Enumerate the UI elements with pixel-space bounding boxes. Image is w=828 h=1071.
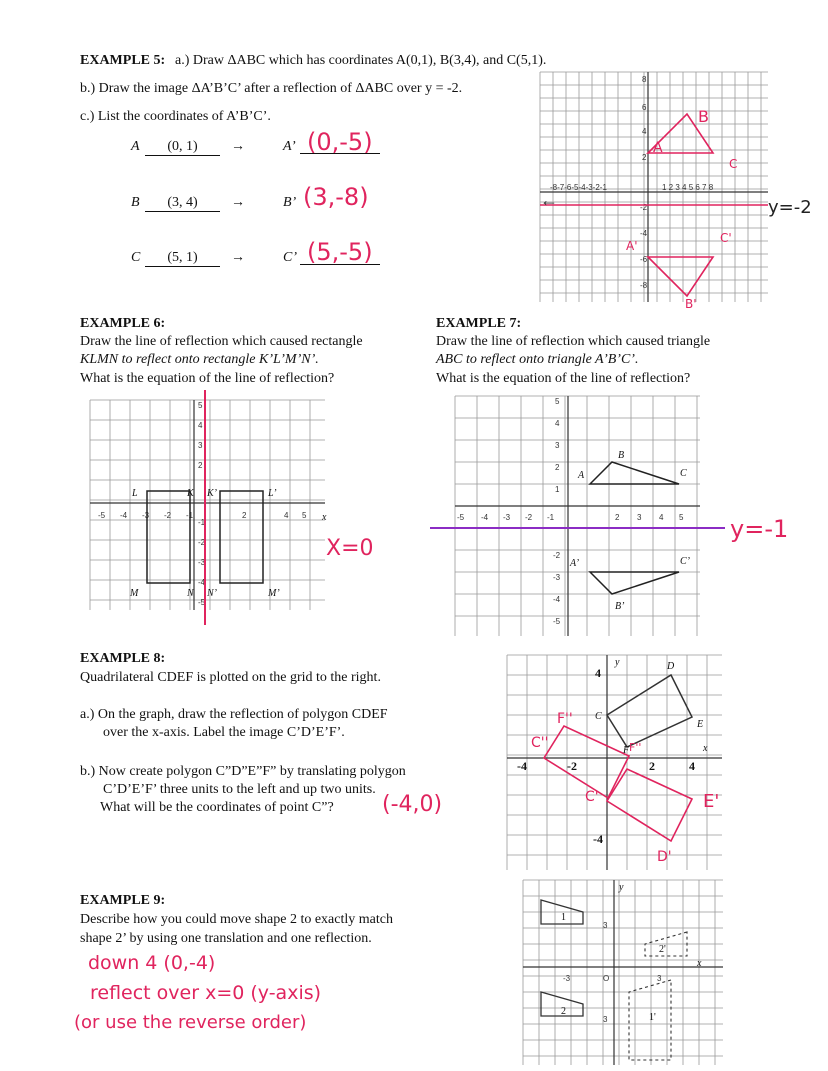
ex6-heading: EXAMPLE 6: (80, 316, 166, 331)
ex5-row-pre: C (131, 250, 141, 265)
ex5-row-img: B’ (283, 195, 297, 210)
label-c: C (595, 711, 602, 722)
x-tick: 2 (649, 759, 655, 773)
x-axis-label: x (697, 958, 702, 969)
x-tick: -2 (164, 511, 172, 520)
label-l-prime: L’ (268, 488, 277, 499)
ex8-coordinate-grid (507, 655, 722, 870)
y-tick: -4 (198, 578, 206, 587)
polygon-cdef-image (607, 769, 692, 841)
origin-label: O (603, 974, 610, 983)
label-b-prime: B’ (615, 601, 625, 612)
x-tick: 2 (615, 513, 620, 522)
shape-2-prime-label: 2' (659, 944, 666, 955)
y-tick: 3 (198, 441, 203, 450)
ex6-line3: What is the equation of the line of reflection? (80, 371, 335, 386)
ex8-answer: (-4,0) (382, 792, 443, 817)
x-tick-labels-pos: 1 2 3 4 5 6 7 8 (662, 183, 714, 192)
label-a-prime: A' (626, 239, 638, 253)
ex5-part-a: a.) Draw ΔABC which has coordinates A(0,1), B(3,4), and C(5,1). (175, 53, 547, 68)
label-l: L (132, 488, 138, 499)
x-tick: 5 (679, 513, 684, 522)
label-b: B (618, 450, 625, 461)
ex6-line2: KLMN to reflect onto rectangle K’L’M’N’. (80, 352, 319, 367)
ex5-row-img: A’ (283, 139, 296, 154)
ex9-line1: Describe how you could move shape 2 to exactly match (80, 912, 393, 927)
label-k: K (187, 488, 194, 499)
ex7-line3: What is the equation of the line of reflection? (436, 371, 691, 386)
triangle-abc (590, 462, 679, 484)
ex7-answer: y=-1 (730, 515, 789, 543)
ex7-line1: Draw the line of reflection which caused triangle (436, 334, 711, 349)
y-tick: 4 (198, 421, 203, 430)
y-tick: -4 (640, 229, 648, 238)
shape-1-label: 1 (561, 912, 566, 923)
y-tick: -2 (640, 203, 648, 212)
label-e: E (697, 719, 704, 730)
label-d-prime: D' (657, 849, 672, 865)
x-tick: -5 (98, 511, 106, 520)
x-tick: -5 (457, 513, 465, 522)
ex5-row-pre: A (131, 139, 140, 154)
y-tick: -6 (640, 255, 648, 264)
ex7-heading: EXAMPLE 7: (436, 316, 522, 331)
label-m-prime: M’ (268, 588, 280, 599)
label-c: C (729, 157, 738, 171)
rectangle-klmn-image (220, 491, 263, 583)
ex5-line-label: y=-2 (768, 197, 812, 218)
label-c-prime: C' (720, 231, 732, 245)
rectangle-klmn (147, 491, 190, 583)
x-tick: -4 (517, 759, 527, 773)
y-tick: -2 (553, 551, 561, 560)
ex7-coordinate-grid (455, 396, 700, 636)
x-tick: -3 (563, 974, 571, 983)
ex9-answer-line2: reflect over x=0 (y-axis) (90, 982, 322, 1004)
arrow-icon: → (231, 139, 245, 154)
y-axis-label: y (615, 657, 620, 668)
ex6-answer: X=0 (326, 536, 374, 561)
x-tick: 3 (637, 513, 642, 522)
label-a-prime: A’ (570, 558, 580, 569)
label-c-double-prime: C'' (531, 735, 549, 751)
label-b: B (698, 107, 709, 126)
x-tick: -4 (120, 511, 128, 520)
ex9-answer-line1: down 4 (0,-4) (88, 952, 216, 974)
arrow-icon: → (231, 195, 245, 210)
ex5-row-pre: B (131, 195, 140, 210)
label-f-double-prime: F'' (557, 711, 573, 727)
polygon-cdef (607, 675, 692, 747)
label-d: D (667, 661, 675, 672)
shape-2-label: 2 (561, 1006, 566, 1017)
x-tick: 5 (302, 511, 307, 520)
y-tick: -4 (593, 832, 603, 846)
x-tick: 4 (659, 513, 664, 522)
x-tick: -4 (481, 513, 489, 522)
y-tick: -5 (198, 598, 206, 607)
label-n-prime: N’ (207, 588, 217, 599)
y-tick: -5 (553, 617, 561, 626)
y-tick: 2 (642, 153, 647, 162)
ex9-line2: shape 2’ by using one translation and one reflection. (80, 931, 372, 946)
ex5-row-orig: (3, 4) (145, 195, 220, 212)
y-axis-label: y (619, 882, 624, 893)
ex8-a1: a.) On the graph, draw the reflection of polygon CDEF (80, 707, 388, 722)
y-tick: 4 (642, 127, 647, 136)
x-tick: -1 (547, 513, 555, 522)
x-tick: -3 (142, 511, 150, 520)
ex9-answer-line3: (or use the reverse order) (74, 1012, 307, 1033)
y-tick: -8 (640, 281, 648, 290)
y-tick: 5 (555, 397, 560, 406)
ex5-answer-b: (3,-8) (303, 183, 369, 211)
label-b-prime: B' (685, 297, 697, 311)
y-tick: 2 (555, 463, 560, 472)
label-c-prime: C' (585, 789, 599, 805)
label-k-prime: K’ (207, 488, 217, 499)
ex8-heading: EXAMPLE 8: (80, 651, 166, 666)
label-c-prime: C’ (680, 556, 690, 567)
y-tick: -3 (553, 573, 561, 582)
ex8-a2: over the x-axis. Label the image C’D’E’F’. (103, 725, 345, 740)
y-tick: 4 (555, 419, 560, 428)
ex8-b2: C’D’E’F’ three units to the left and up two units. (103, 782, 376, 797)
triangle-abc-image (648, 257, 713, 296)
arrow-icon: → (231, 250, 245, 265)
y-tick: 5 (198, 401, 203, 410)
ex9-coordinate-grid (523, 880, 723, 1065)
ex5-row-orig: (5, 1) (145, 250, 220, 267)
ex5-answer-c: (5,-5) (307, 238, 373, 266)
x-tick: -3 (503, 513, 511, 522)
label-f: F (623, 745, 630, 756)
label-f-double-prime-2: F'' (629, 741, 642, 754)
y-tick: 2 (198, 461, 203, 470)
x-axis-label: x (703, 743, 708, 754)
ex6-line1: Draw the line of reflection which caused rectangle (80, 334, 363, 349)
ex8-b1: b.) Now create polygon C”D”E”F” by translating polygon (80, 764, 406, 779)
ex8-line1: Quadrilateral CDEF is plotted on the grid to the right. (80, 670, 381, 685)
ex6-coordinate-grid (90, 400, 325, 610)
triangle-abc-image (590, 572, 679, 594)
ex5-part-c: c.) List the coordinates of A’B’C’. (80, 109, 271, 124)
ex5-coordinate-grid (540, 72, 770, 311)
x-tick: -2 (525, 513, 533, 522)
ex5-part-b: b.) Draw the image ΔA’B’C’ after a reflection of ΔABC over y = -2. (80, 81, 463, 96)
label-a: A (578, 470, 585, 481)
ex5-answer-a: (0,-5) (307, 128, 373, 156)
ex7-line2: ABC to reflect onto triangle A’B’C’. (436, 352, 639, 367)
ex8-b3: What will be the coordinates of point C”? (100, 800, 334, 815)
ex5-row-img: C’ (283, 250, 297, 265)
x-axis-label: x (322, 512, 327, 523)
y-tick: 3 (603, 921, 608, 930)
y-tick: -3 (198, 558, 206, 567)
label-m: M (130, 588, 139, 599)
y-tick: -2 (198, 538, 206, 547)
label-c: C (680, 468, 687, 479)
label-a: A (653, 140, 663, 156)
ex5-heading: EXAMPLE 5: (80, 53, 166, 68)
arrow-left-icon: ← (540, 190, 558, 210)
ex5-row-orig: (0, 1) (145, 139, 220, 156)
label-n: N (187, 588, 194, 599)
y-tick: 4 (595, 666, 601, 680)
y-tick: 3 (555, 441, 560, 450)
x-tick: -1 (186, 511, 194, 520)
y-tick: 3 (603, 1015, 608, 1024)
x-tick: 4 (284, 511, 289, 520)
shape-1-prime-label: 1' (649, 1012, 656, 1023)
x-tick: 3 (657, 974, 662, 983)
y-tick: -1 (198, 518, 206, 527)
y-tick: 8 (642, 75, 647, 84)
x-tick: -2 (567, 759, 577, 773)
y-tick: -4 (553, 595, 561, 604)
x-tick: 2 (242, 511, 247, 520)
x-tick: 4 (689, 759, 695, 773)
ex9-heading: EXAMPLE 9: (80, 893, 166, 908)
y-tick: 6 (642, 103, 647, 112)
label-e-prime: E' (703, 791, 720, 812)
x-tick-labels-neg: -8-7-6-5-4-3-2-1 (550, 183, 607, 192)
y-tick: 1 (555, 485, 560, 494)
